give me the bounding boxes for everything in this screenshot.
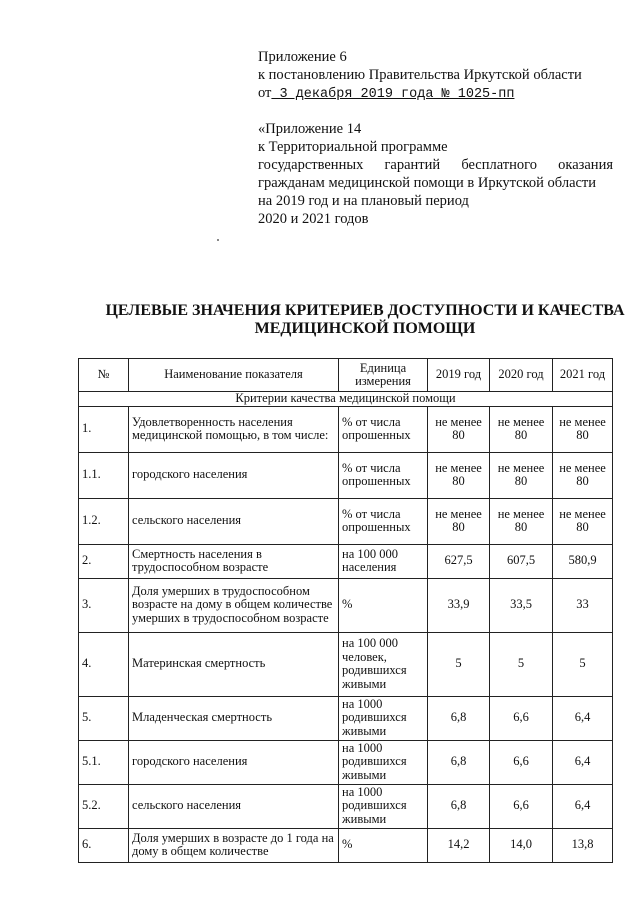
header-cell: № xyxy=(79,359,129,392)
value-2019: 5 xyxy=(428,632,490,696)
header-line-5: к Территориальной программе xyxy=(258,139,448,155)
value-2021: 33 xyxy=(553,578,613,632)
appendix-header xyxy=(258,48,613,228)
indicator-name: Материнская смертность xyxy=(129,632,339,696)
value-2021: 6,4 xyxy=(553,784,613,828)
row-number: 5. xyxy=(79,696,129,740)
table-row xyxy=(79,406,613,452)
scan-speck xyxy=(217,239,219,241)
table-row xyxy=(79,498,613,544)
table-row xyxy=(79,632,613,696)
header-cell: 2021 год xyxy=(553,359,613,392)
table-row xyxy=(79,828,613,862)
indicator-name: городского населения xyxy=(129,740,339,784)
value-2021: не менее 80 xyxy=(553,452,613,498)
value-2021: не менее 80 xyxy=(553,498,613,544)
header-date-prefix: от xyxy=(258,85,272,101)
unit: на 1000 родившихся живыми xyxy=(339,696,428,740)
header-cell: Наименование показателя xyxy=(129,359,339,392)
value-2020: не менее 80 xyxy=(490,406,553,452)
page-title xyxy=(100,302,630,338)
value-2020: 33,5 xyxy=(490,578,553,632)
value-2019: 14,2 xyxy=(428,828,490,862)
section-title: Критерии качества медицинской помощи xyxy=(79,392,613,407)
value-2021: 6,4 xyxy=(553,696,613,740)
row-number: 2. xyxy=(79,544,129,578)
header-line-9: 2020 и 2021 годов xyxy=(258,211,369,227)
value-2019: не менее 80 xyxy=(428,498,490,544)
unit: на 100 000 населения xyxy=(339,544,428,578)
value-2019: 6,8 xyxy=(428,784,490,828)
header-cell: Единица измерения xyxy=(339,359,428,392)
header-line-4: «Приложение 14 xyxy=(258,121,362,137)
value-2021: 5 xyxy=(553,632,613,696)
value-2021: не менее 80 xyxy=(553,406,613,452)
value-2021: 6,4 xyxy=(553,740,613,784)
header-line-1: Приложение 6 xyxy=(258,49,347,65)
title-line-2: МЕДИЦИНСКОЙ ПОМОЩИ xyxy=(254,320,476,337)
header-line-3 xyxy=(258,84,613,104)
value-2020: 6,6 xyxy=(490,784,553,828)
value-2019: 6,8 xyxy=(428,740,490,784)
header-cell: 2019 год xyxy=(428,359,490,392)
section-row xyxy=(79,392,613,407)
table-row xyxy=(79,696,613,740)
header-line-6: государственных гарантий бесплатного оказания xyxy=(258,157,613,173)
row-number: 3. xyxy=(79,578,129,632)
value-2019: 6,8 xyxy=(428,696,490,740)
value-2021: 13,8 xyxy=(553,828,613,862)
unit: % от числа опрошенных xyxy=(339,498,428,544)
value-2019: 627,5 xyxy=(428,544,490,578)
indicator-name: сельского населения xyxy=(129,498,339,544)
value-2020: 6,6 xyxy=(490,696,553,740)
header-date-number: 3 декабря 2019 года № 1025-пп xyxy=(271,87,515,102)
value-2019: не менее 80 xyxy=(428,406,490,452)
table-row xyxy=(79,578,613,632)
unit: % xyxy=(339,578,428,632)
title-line-1: ЦЕЛЕВЫЕ ЗНАЧЕНИЯ КРИТЕРИЕВ ДОСТУПНОСТИ И КАЧЕСТВА xyxy=(105,302,625,319)
value-2019: 33,9 xyxy=(428,578,490,632)
indicator-name: городского населения xyxy=(129,452,339,498)
header-cell: 2020 год xyxy=(490,359,553,392)
table-row xyxy=(79,544,613,578)
unit: % xyxy=(339,828,428,862)
value-2020: 14,0 xyxy=(490,828,553,862)
row-number: 4. xyxy=(79,632,129,696)
row-number: 6. xyxy=(79,828,129,862)
row-number: 5.1. xyxy=(79,740,129,784)
value-2021: 580,9 xyxy=(553,544,613,578)
table-row xyxy=(79,452,613,498)
table-header-row xyxy=(79,359,613,392)
value-2020: не менее 80 xyxy=(490,498,553,544)
row-number: 1. xyxy=(79,406,129,452)
value-2019: не менее 80 xyxy=(428,452,490,498)
row-number: 1.2. xyxy=(79,498,129,544)
header-line-8: на 2019 год и на плановый период xyxy=(258,193,469,209)
indicator-name: Смертность населения в трудоспособном возрасте xyxy=(129,544,339,578)
value-2020: 5 xyxy=(490,632,553,696)
header-line-2: к постановлению Правительства Иркутской области xyxy=(258,67,582,83)
indicator-name: сельского населения xyxy=(129,784,339,828)
row-number: 5.2. xyxy=(79,784,129,828)
indicator-name: Доля умерших в трудоспособном возрасте на дому в общем количестве умерших в трудоспособном возрасте xyxy=(129,578,339,632)
unit: % от числа опрошенных xyxy=(339,406,428,452)
table-row xyxy=(79,740,613,784)
unit: на 1000 родившихся живыми xyxy=(339,740,428,784)
criteria-table xyxy=(78,358,613,863)
row-number: 1.1. xyxy=(79,452,129,498)
indicator-name: Удовлетворенность населения медицинской помощью, в том числе: xyxy=(129,406,339,452)
value-2020: 607,5 xyxy=(490,544,553,578)
unit: % от числа опрошенных xyxy=(339,452,428,498)
unit: на 100 000 человек, родившихся живыми xyxy=(339,632,428,696)
header-line-7: гражданам медицинской помощи в Иркутской области xyxy=(258,175,597,191)
table-row xyxy=(79,784,613,828)
unit: на 1000 родившихся живыми xyxy=(339,784,428,828)
indicator-name: Младенческая смертность xyxy=(129,696,339,740)
indicator-name: Доля умерших в возрасте до 1 года на дому в общем количестве xyxy=(129,828,339,862)
value-2020: не менее 80 xyxy=(490,452,553,498)
value-2020: 6,6 xyxy=(490,740,553,784)
